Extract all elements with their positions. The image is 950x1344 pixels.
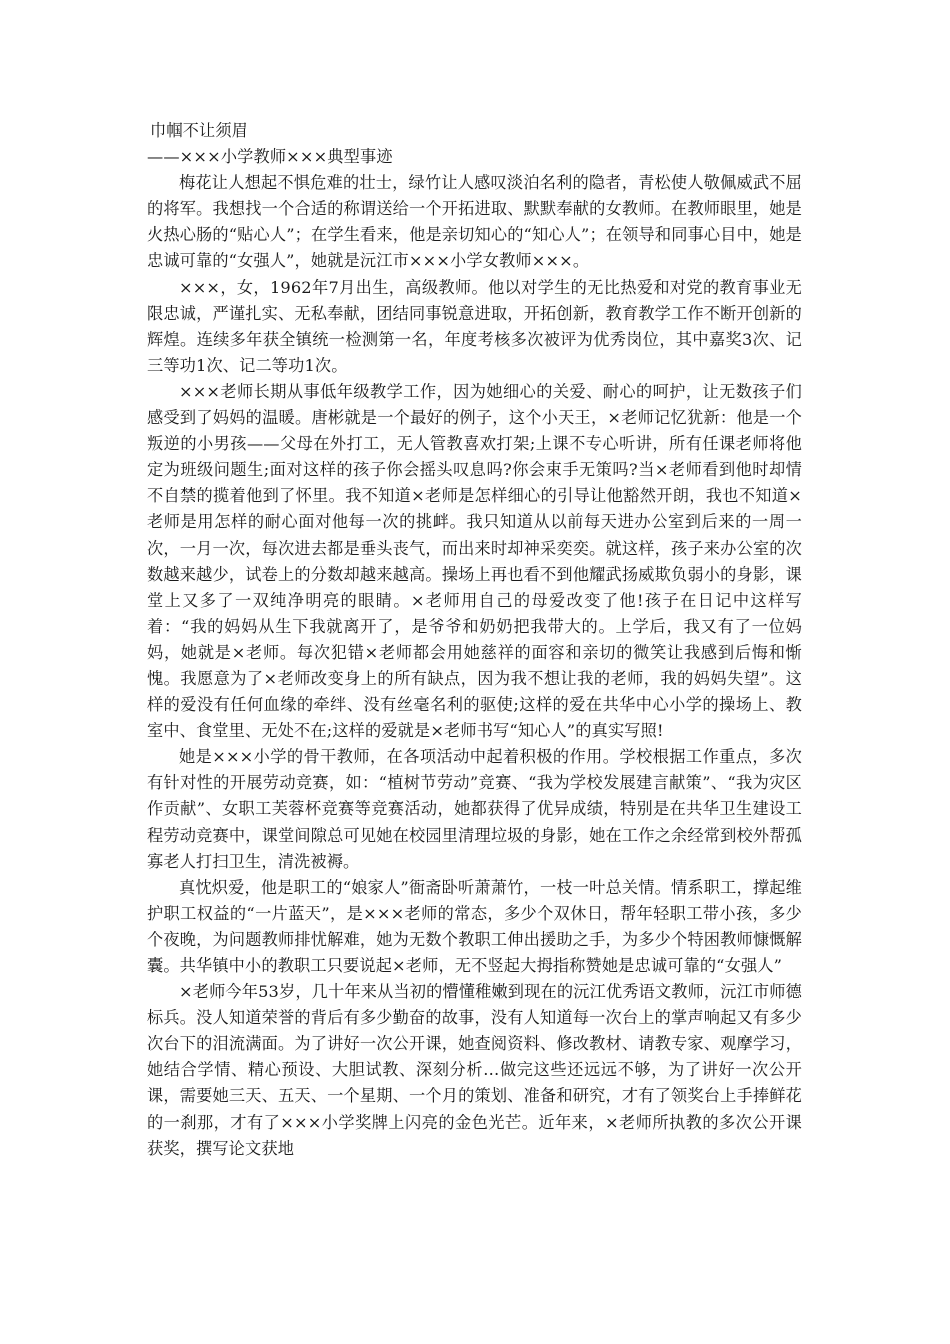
paragraph-intro: 梅花让人想起不惧危难的壮士，绿竹让人感叹淡泊名利的隐者，青松使人敬佩威武不屈的将军。我想找一个合适的称谓送给一个开拓进取、默默奉献的女教师。在教师眼里，她是火热心肠的“贴心人”；在学生看来，他是亲切知心的“知心人”；在领导和同事心目中，她是忠诚可靠的“女强人”，她就是沅江市×××小学女教师×××。 xyxy=(147,173,802,271)
paragraph-career: ×老师今年53岁，几十年来从当初的懵懂稚嫩到现在的沅江优秀语文教师，沅江市师德标兵。没人知道荣誉的背后有多少勤奋的故事，没有人知道每一次台上的掌声响起又有多少次台下的泪流满面。为了讲好一次公开课，她查阅资料、修改教材、请教专家、观摩学习，她结合学情、精心预设、大胆试教、深刻分析…做完这些还远远不够，为了讲好一次公开课，需要她三天、五天、一个星期、一个月的策划、准备和研究，才有了领奖台上手捧鲜花的一刹那，才有了×××小学奖牌上闪亮的金色光芒。近年来，×老师所执教的多次公开课获奖，撰写论文获地 xyxy=(147,982,802,1158)
paragraph-student-story: ×××老师长期从事低年级教学工作，因为她细心的关爱、耐心的呵护，让无数孩子们感受到了妈妈的温暖。唐彬就是一个最好的例子，这个小天王，×老师记忆犹新：他是一个叛逆的小男孩——父母在外打工，无人管教喜欢打架;上课不专心听讲，所有任课老师将他定为班级问题生;面对这样的孩子你会摇头叹息吗?你会束手无策吗?当×老师看到他时却情不自禁的揽着他到了怀里。我不知道×老师是怎样细心的引导让他豁然开朗，我也不知道×老师是用怎样的耐心面对他每一次的挑衅。我只知道从以前每天进办公室到后来的一周一次，一月一次，每次进去都是垂头丧气，而出来时却神采奕奕。就这样，孩子来办公室的次数越来越少，试卷上的分数却越来越高。操场上再也看不到他耀武扬威欺负弱小的身影，课堂上又多了一双纯净明亮的眼睛。×老师用自己的母爱改变了他!孩子在日记中这样写着：“我的妈妈从生下我就离开了，是爷爷和奶奶把我带大的。上学后，我又有了一位妈妈，她就是×老师。每次犯错×老师都会用她慈祥的面容和亲切的微笑让我感到后悔和惭愧。我愿意为了×老师改变身上的所有缺点，因为我不想让我的老师，我的妈妈失望”。这样的爱没有任何血缘的牵绊、没有丝毫名利的驱使;这样的爱在共华中心小学的操场上、教室中、食堂里、无处不在;这样的爱就是×老师书写“知心人”的真实写照! xyxy=(147,381,802,741)
paragraph-backbone-teacher: 她是×××小学的骨干教师，在各项活动中起着积极的作用。学校根据工作重点，多次有针对性的开展劳动竞赛，如：“植树节劳动”竞赛、“我为学校发展建言献策”、“我为灾区作贡献”、女职工芙蓉杯竞赛等竞赛活动，她都获得了优异成绩，特别是在共华卫生建设工程劳动竞赛中，课堂间隙总可见她在校园里清理垃圾的身影，她在工作之余经常到校外帮孤寡老人打扫卫生，清洗被褥。 xyxy=(147,747,802,871)
document-page xyxy=(147,118,802,1162)
paragraph-staff-care: 真忱炽爱，他是职工的“娘家人”衙斋卧听萧萧竹，一枝一叶总关情。情系职工，撑起维护职工权益的“一片蓝天”，是×××老师的常态，多少个双休日，帮年轻职工带小孩，多少个夜晚，为问题教师排忧解难，她为无数个教职工伸出援助之手，为多少个特困教师慷慨解囊。共华镇中小的教职工只要说起×老师，无不竖起大拇指称赞她是忠诚可靠的“女强人” xyxy=(147,877,802,975)
document-subtitle: ——×××小学教师×××典型事迹 xyxy=(147,147,393,167)
paragraph-profile: ×××，女，1962年7月出生，高级教师。他以对学生的无比热爱和对党的教育事业无限忠诚，严谨扎实、无私奉献，团结同事锐意进取，开拓创新，教育教学工作不断开创新的辉煌。连续多年获全镇统一检测第一名，年度考核多次被评为优秀岗位，其中嘉奖3次、记三等功1次、记二等功1次。 xyxy=(147,277,802,375)
document-title: 巾帼不让须眉 xyxy=(150,121,249,140)
